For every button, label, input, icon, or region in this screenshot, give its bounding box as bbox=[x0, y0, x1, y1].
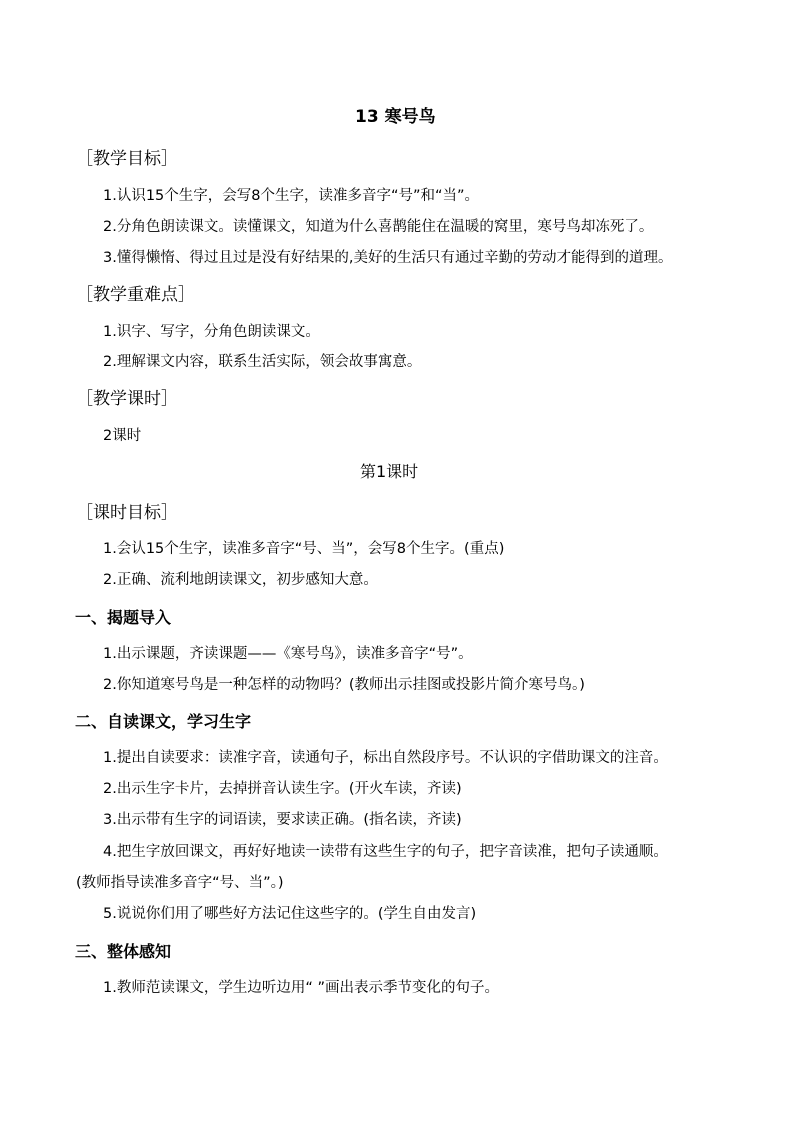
periods-value: 2课时 bbox=[103, 428, 142, 444]
section2-item: 1.提出自读要求：读准字音，读通句子，标出自然段序号。不认识的字借助课文的注音。 bbox=[103, 750, 668, 766]
section2-item: 2.出示生字卡片，去掉拼音认读生字。(开火车读，齐读) bbox=[103, 781, 462, 797]
lesson1-title: 第1课时 bbox=[360, 462, 419, 481]
section1-heading: 一、揭题导入 bbox=[75, 608, 172, 627]
section2-item-continuation: (教师指导读准多音字“号、当”。) bbox=[76, 875, 284, 891]
key-point-item: 1.识字、写字，分角色朗读课文。 bbox=[103, 324, 320, 340]
objectives-heading: ［教学目标］ bbox=[76, 149, 178, 169]
key-point-item: 2.理解课文内容，联系生活实际，领会故事寓意。 bbox=[103, 354, 422, 370]
lesson1-goal-item: 1.会认15个生字，读准多音字“号、当”，会写8个生字。(重点) bbox=[103, 541, 505, 557]
objective-item: 2.分角色朗读课文。读懂课文，知道为什么喜鹊能住在温暖的窝里，寒号鸟却冻死了。 bbox=[103, 219, 654, 235]
objective-item: 3.懂得懒惰、得过且过是没有好结果的,美好的生活只有通过辛勤的劳动才能得到的道理。 bbox=[103, 250, 673, 266]
section2-item: 5.说说你们用了哪些好方法记住这些字的。(学生自由发言) bbox=[103, 906, 477, 922]
section3-heading: 三、整体感知 bbox=[75, 942, 172, 961]
lesson1-goal-item: 2.正确、流利地朗读课文，初步感知大意。 bbox=[103, 572, 378, 588]
section3-item: 1.教师范读课文，学生边听边用“ ”画出表示季节变化的句子。 bbox=[103, 980, 499, 996]
section2-heading: 二、自读课文，学习生字 bbox=[75, 712, 252, 731]
section2-item: 4.把生字放回课文，再好好地读一读带有这些生字的句子，把字音读准，把句子读通顺。 bbox=[103, 844, 668, 860]
section1-item: 1.出示课题，齐读课题——《寒号鸟》，读准多音字“号”。 bbox=[103, 646, 473, 662]
lesson-title: 13 寒号鸟 bbox=[355, 107, 436, 127]
key-points-heading: ［教学重难点］ bbox=[76, 285, 195, 305]
lesson1-goal-heading: ［课时目标］ bbox=[76, 503, 178, 523]
section2-item: 3.出示带有生字的词语读，要求读正确。(指名读，齐读) bbox=[103, 812, 462, 828]
periods-heading: ［教学课时］ bbox=[76, 389, 178, 409]
section1-item: 2.你知道寒号鸟是一种怎样的动物吗？(教师出示挂图或投影片简介寒号鸟。) bbox=[103, 677, 585, 693]
objective-item: 1.认识15个生字，会写8个生字，读准多音字“号”和“当”。 bbox=[103, 188, 480, 204]
